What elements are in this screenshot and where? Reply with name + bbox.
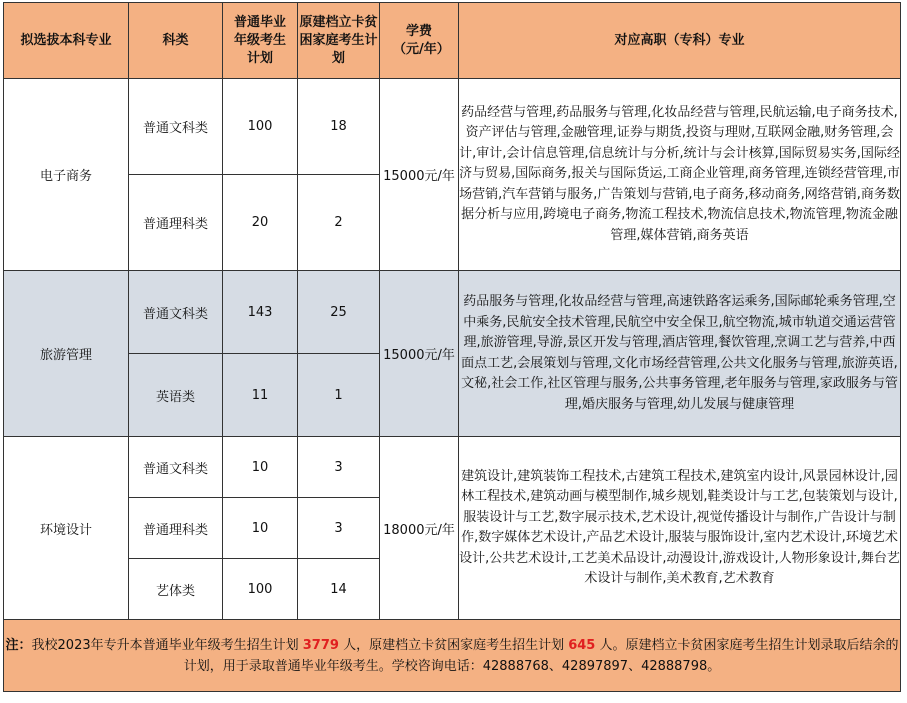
- header-vocational: 对应高职（专科）专业: [459, 3, 901, 79]
- poverty-plan-cell: 14: [298, 559, 380, 620]
- major-name: 旅游管理: [4, 271, 129, 437]
- table-row: [4, 437, 901, 498]
- enrollment-plan-table: [3, 2, 901, 692]
- general-plan-cell: 100: [223, 79, 298, 175]
- header-tuition-text: 学费（元/年）: [393, 23, 450, 57]
- header-row: [4, 3, 901, 79]
- category-cell: 英语类: [129, 354, 223, 437]
- general-total: 3779: [302, 637, 339, 653]
- note-text-part2: 人，原建档立卡贫困家庭考生招生计划: [338, 637, 569, 653]
- category-cell: 普通理科类: [129, 498, 223, 559]
- poverty-plan-cell: 1: [298, 354, 380, 437]
- general-plan-cell: 10: [223, 498, 298, 559]
- general-plan-cell: 143: [223, 271, 298, 354]
- note-text-part1: 我校2023年专升本普通毕业年级考生招生计划: [31, 637, 303, 653]
- general-plan-cell: 10: [223, 437, 298, 498]
- poverty-total: 645: [568, 637, 596, 653]
- note-label: 注：: [5, 637, 32, 653]
- major-name: 电子商务: [4, 79, 129, 271]
- note-text-part3: 人。原建档立卡贫困家庭考生招生计划录取后结余的计划，用于录取普通毕业年级考生。学校咨询电话：42888768、42897897、42888798。: [183, 637, 899, 674]
- category-cell: 普通理科类: [129, 175, 223, 271]
- vocational-majors-cell: 建筑设计,建筑装饰工程技术,古建筑工程技术,建筑室内设计,风景园林设计,园林工程技术,建筑动画与模型制作,城乡规划,鞋类设计与工艺,包装策划与设计,服装设计与工艺,数字展示技术,艺术设计,视觉传播设计与制作,广告设计与制作,数字媒体艺术设计,产品艺术设计,服装与服饰设计,室内艺术设计,环境艺术设计,公共艺术设计,工艺美术品设计,动漫设计,游戏设计,人物形象设计,舞台艺术设计与制作,美术教育,艺术教育: [459, 437, 901, 620]
- category-cell: 艺体类: [129, 559, 223, 620]
- table-row: [4, 79, 901, 175]
- header-poverty-plan: [298, 3, 380, 79]
- poverty-plan-cell: 3: [298, 437, 380, 498]
- poverty-plan-cell: 2: [298, 175, 380, 271]
- category-cell: 普通文科类: [129, 437, 223, 498]
- tuition-cell: 15000元/年: [380, 79, 459, 271]
- general-plan-cell: 100: [223, 559, 298, 620]
- header-category: 科类: [129, 3, 223, 79]
- header-major: 拟选拔本科专业: [4, 3, 129, 79]
- note-row: [4, 620, 901, 692]
- vocational-majors-cell: 药品服务与管理,化妆品经营与管理,高速铁路客运乘务,国际邮轮乘务管理,空中乘务,民航安全技术管理,民航空中安全保卫,航空物流,城市轨道交通运营管理,旅游管理,导游,景区开发与管理,酒店管理,餐饮管理,烹调工艺与营养,中西面点工艺,会展策划与管理,文化市场经营管理,公共文化服务与管理,旅游英语,文秘,社会工作,社区管理与服务,公共事务管理,老年服务与管理,家政服务与管理,婚庆服务与管理,幼儿发展与健康管理: [459, 271, 901, 437]
- poverty-plan-cell: 18: [298, 79, 380, 175]
- header-general-plan: [223, 3, 298, 79]
- poverty-plan-cell: 25: [298, 271, 380, 354]
- header-tuition: [380, 3, 459, 79]
- note-cell: [4, 620, 901, 692]
- tuition-cell: 18000元/年: [380, 437, 459, 620]
- table-row: [4, 271, 901, 354]
- category-cell: 普通文科类: [129, 79, 223, 175]
- major-name: 环境设计: [4, 437, 129, 620]
- vocational-majors-cell: 药品经营与管理,药品服务与管理,化妆品经营与管理,民航运输,电子商务技术,资产评估与管理,金融管理,证券与期货,投资与理财,互联网金融,财务管理,会计,审计,会计信息管理,信息统计与分析,统计与会计核算,国际贸易实务,国际经济与贸易,国际商务,报关与国际货运,工商企业管理,商务管理,连锁经营管理,市场营销,汽车营销与服务,广告策划与营销,电子商务,移动商务,网络营销,商务数据分析与应用,跨境电子商务,物流工程技术,物流信息技术,物流管理,物流金融管理,媒体营销,商务英语: [459, 79, 901, 271]
- header-poverty-plan-text: 原建档立卡贫困家庭考生计划: [299, 14, 378, 66]
- tuition-cell: 15000元/年: [380, 271, 459, 437]
- poverty-plan-cell: 3: [298, 498, 380, 559]
- general-plan-cell: 11: [223, 354, 298, 437]
- general-plan-cell: 20: [223, 175, 298, 271]
- header-general-plan-text: 普通毕业年级考生计划: [233, 14, 286, 66]
- category-cell: 普通文科类: [129, 271, 223, 354]
